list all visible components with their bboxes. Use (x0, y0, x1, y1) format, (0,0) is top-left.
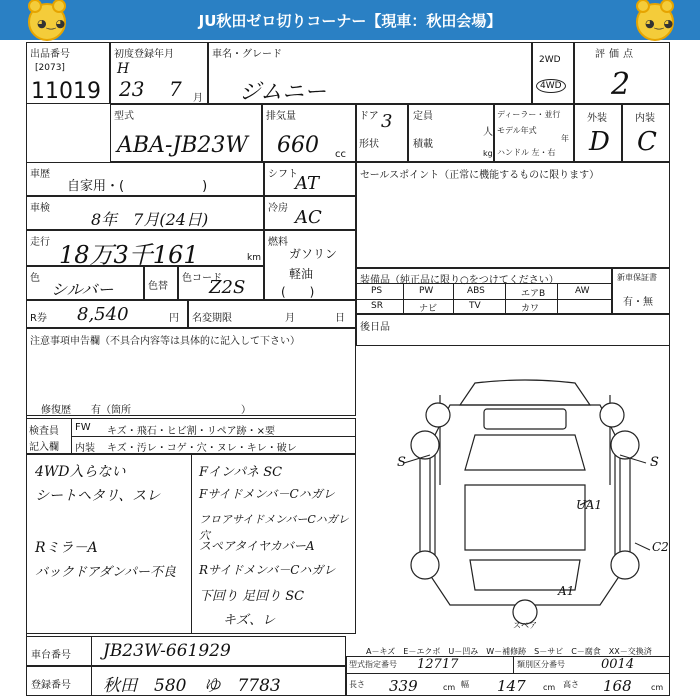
remark-right-4: スペアタイヤカバーA (199, 539, 315, 553)
meigi-label: 名変期限 (192, 313, 232, 324)
reg-month: 7 (169, 77, 182, 101)
drive-4wd: 4WD (536, 79, 566, 93)
exterior-label: 外装 (587, 113, 607, 124)
recycle-box (26, 300, 188, 328)
color-change-label: 色替 (148, 281, 168, 292)
reg-box (110, 42, 208, 104)
equip-sr: SR (371, 301, 383, 311)
width-unit: cm (543, 683, 556, 692)
chassis-value: JB23W-661929 (103, 641, 231, 661)
mileage-box (26, 230, 264, 269)
width-value: 147 (497, 677, 526, 695)
exterior-box (574, 104, 622, 162)
color-code-box (178, 266, 264, 300)
class-number-label: 類別区分番号 (517, 660, 565, 669)
exterior-value: D (589, 127, 610, 157)
inspector-box (26, 418, 356, 454)
equip-aw: AW (575, 286, 590, 296)
lot-number: 11019 (31, 79, 101, 104)
equip-box (356, 268, 612, 314)
shift-box (264, 162, 356, 196)
remark-right-6: 下回り 足回り SC (199, 589, 305, 604)
width-label: 幅 (461, 680, 469, 689)
recycle-label: R券 (30, 313, 47, 324)
damage-mark-ua1: UA1 (576, 498, 603, 512)
height-value: 168 (603, 677, 632, 695)
remark-left-2: シートヘタリ、スレ (35, 488, 161, 504)
model-year-unit: 年 (561, 134, 569, 143)
remark-left-1: 4WD入らない (35, 464, 126, 480)
equip-label: 装備品（純正品に限り○をつけてください） (360, 275, 559, 286)
length-label: 長さ (349, 680, 365, 689)
color-code-label: 色コード (182, 273, 222, 284)
inspector-label: 検査員 (29, 426, 59, 437)
name-box (208, 42, 532, 104)
specs-box (346, 656, 670, 696)
manual-value: 有・無 (623, 297, 653, 308)
remark-right-2: Fサイドメンバ－Cハガレ (199, 487, 335, 501)
repair-history: 修復歴 有（箇所 ） (41, 405, 251, 416)
fw-options: キズ・飛石・ヒビ割・リペア跡・×要 (107, 426, 275, 437)
fuel-diesel: 軽油 (289, 267, 314, 281)
handle-label: ハンドル 左・右 (497, 148, 556, 157)
equip-ps: PS (371, 286, 383, 296)
score-box (574, 42, 670, 104)
recycle-value: 8,540 (77, 304, 129, 325)
notes-box (26, 328, 356, 416)
interior-check-options: キズ・汚レ・コゲ・穴・ヌレ・キレ・破レ (107, 443, 297, 454)
plate-value: 秋田 580 ゆ 7783 (103, 676, 281, 696)
shape-label: 形状 (359, 139, 379, 150)
reg-unit: 月 (193, 93, 203, 104)
plate-label: 登録番号 (31, 680, 71, 691)
capacity-label: 定員 (413, 111, 433, 122)
inspect-box (26, 196, 264, 230)
disp-label: 排気量 (266, 111, 296, 122)
color-code-value: Z2S (209, 277, 246, 298)
damage-mark-s-right: S (650, 455, 659, 470)
post-box (356, 314, 670, 346)
disp-box (262, 104, 356, 162)
door-box (356, 104, 408, 162)
height-label: 高さ (563, 680, 579, 689)
remark-right-3: フロアサイドメンバーCハガレ 穴 (199, 513, 349, 542)
remark-right-5: Rサイドメンバ－Cハガレ (199, 563, 336, 577)
reg-year: 23 (119, 77, 145, 101)
reg-era: H (117, 61, 130, 77)
mileage-unit: km (247, 253, 261, 263)
chassis-box (26, 636, 346, 666)
sales-label: セールスポイント（正常に機能するものに限ります） (360, 170, 600, 181)
disp-value: 660 (277, 133, 319, 158)
door-label: ドア (359, 111, 379, 122)
mileage-value: 18万3千161 (59, 241, 199, 269)
length-value: 339 (389, 677, 418, 695)
meigi-day: 日 (335, 313, 345, 324)
interior-label: 内装 (635, 113, 655, 124)
name-value: ジムニー (239, 80, 327, 105)
damage-mark-c2: C2 (652, 540, 669, 554)
equip-tv: TV (469, 301, 481, 311)
model-year-label: モデル年式 (497, 126, 537, 135)
remark-left-4: Rミラ－A (35, 540, 98, 556)
interior-box (622, 104, 670, 162)
load-label: 積載 (413, 139, 433, 150)
lot-sub: [2073] (35, 63, 65, 73)
disp-unit: cc (335, 149, 346, 160)
post-label: 後日品 (360, 322, 390, 333)
type-number-value: 12717 (417, 657, 459, 672)
shift-label: シフト (268, 169, 298, 180)
car-diagram (380, 375, 670, 630)
remarks-box (26, 454, 356, 634)
fuel-other: ( ) (281, 285, 315, 299)
drive-2wd: 2WD (539, 55, 561, 65)
lot-box (26, 42, 110, 104)
reg-label: 初度登録年月 (114, 49, 174, 60)
aircon-box (264, 196, 356, 230)
usage-box (26, 162, 264, 196)
chassis-label: 車台番号 (31, 650, 71, 661)
inspect-value: 8年 7月(24日) (91, 210, 209, 229)
notes-label: 注意事項申告欄（不具合内容等は具体的に記入して下さい） (30, 336, 300, 347)
lot-label: 出品番号 (30, 49, 70, 60)
manual-box (612, 268, 670, 314)
manual-label: 新車保証書 (617, 273, 657, 282)
fw-label: FW (75, 422, 91, 433)
equip-navi: ナビ (419, 304, 438, 314)
model-label: 型式 (114, 111, 134, 122)
class-number-value: 0014 (601, 657, 635, 672)
remark-right-7: キズ、レ (223, 613, 276, 628)
equip-leather: カワ (521, 304, 540, 314)
remark-left-5: バックドアダンパー不良 (35, 565, 176, 580)
mascot-left-icon: ◕‿◕ (28, 3, 66, 41)
equip-airbag: エアB (521, 289, 546, 299)
model-value: ABA-JB23W (117, 133, 248, 158)
inspector-label2: 記入欄 (29, 442, 59, 453)
equip-pw: PW (419, 286, 434, 296)
sales-box (356, 162, 670, 268)
meigi-box (188, 300, 356, 328)
header-bar (0, 0, 700, 40)
fuel-label: 燃料 (268, 237, 288, 248)
damage-mark-s-left: S (397, 455, 406, 470)
load-unit: kg (483, 149, 493, 158)
fuel-gasoline: ガソリン (289, 247, 338, 261)
damage-legend: A－キズ E－エクボ U－凹み W－補修跡 S－サビ C－腐食 XX－交換済 (366, 647, 652, 656)
dealer-label: ディーラー・並行 (497, 110, 561, 119)
drive-box (532, 42, 574, 104)
spare-label: スペア (513, 621, 537, 630)
model-box (110, 104, 262, 162)
mileage-label: 走行 (30, 237, 50, 248)
length-unit: cm (443, 683, 456, 692)
header-title: JU秋田ゼロ切りコーナー【現車：秋田会場】 (198, 11, 502, 30)
plate-box (26, 666, 346, 696)
color-label: 色 (30, 273, 40, 284)
color-box (26, 266, 144, 300)
fuel-box (264, 230, 356, 300)
mascot-right-icon: ◕‿◕ (636, 3, 674, 41)
usage-value: 自家用・( ) (67, 179, 208, 194)
interior-value: C (637, 127, 657, 157)
color-value: シルバー (51, 280, 114, 299)
interior-check-label: 内装 (75, 443, 95, 454)
height-unit: cm (651, 683, 664, 692)
score-label: 評価点 (595, 49, 637, 60)
type-number-label: 型式指定番号 (349, 660, 397, 669)
score-value: 2 (611, 67, 631, 102)
name-label: 車名・グレード (212, 49, 282, 60)
meigi-month: 月 (285, 313, 295, 324)
usage-label: 車歴 (30, 169, 50, 180)
aircon-value: AC (295, 207, 322, 228)
remark-right-1: Fインパネ SC (199, 465, 283, 480)
recycle-unit: 円 (169, 313, 179, 324)
shift-value: AT (295, 173, 320, 194)
aircon-label: 冷房 (268, 203, 288, 214)
equip-abs: ABS (467, 286, 485, 296)
door-value: 3 (381, 111, 393, 132)
capacity-unit: 人 (483, 127, 493, 138)
dealer-box (494, 104, 574, 162)
inspect-label: 車検 (30, 203, 50, 214)
color-change-box (144, 266, 178, 300)
damage-mark-a1: A1 (558, 584, 575, 598)
capacity-box (408, 104, 494, 162)
